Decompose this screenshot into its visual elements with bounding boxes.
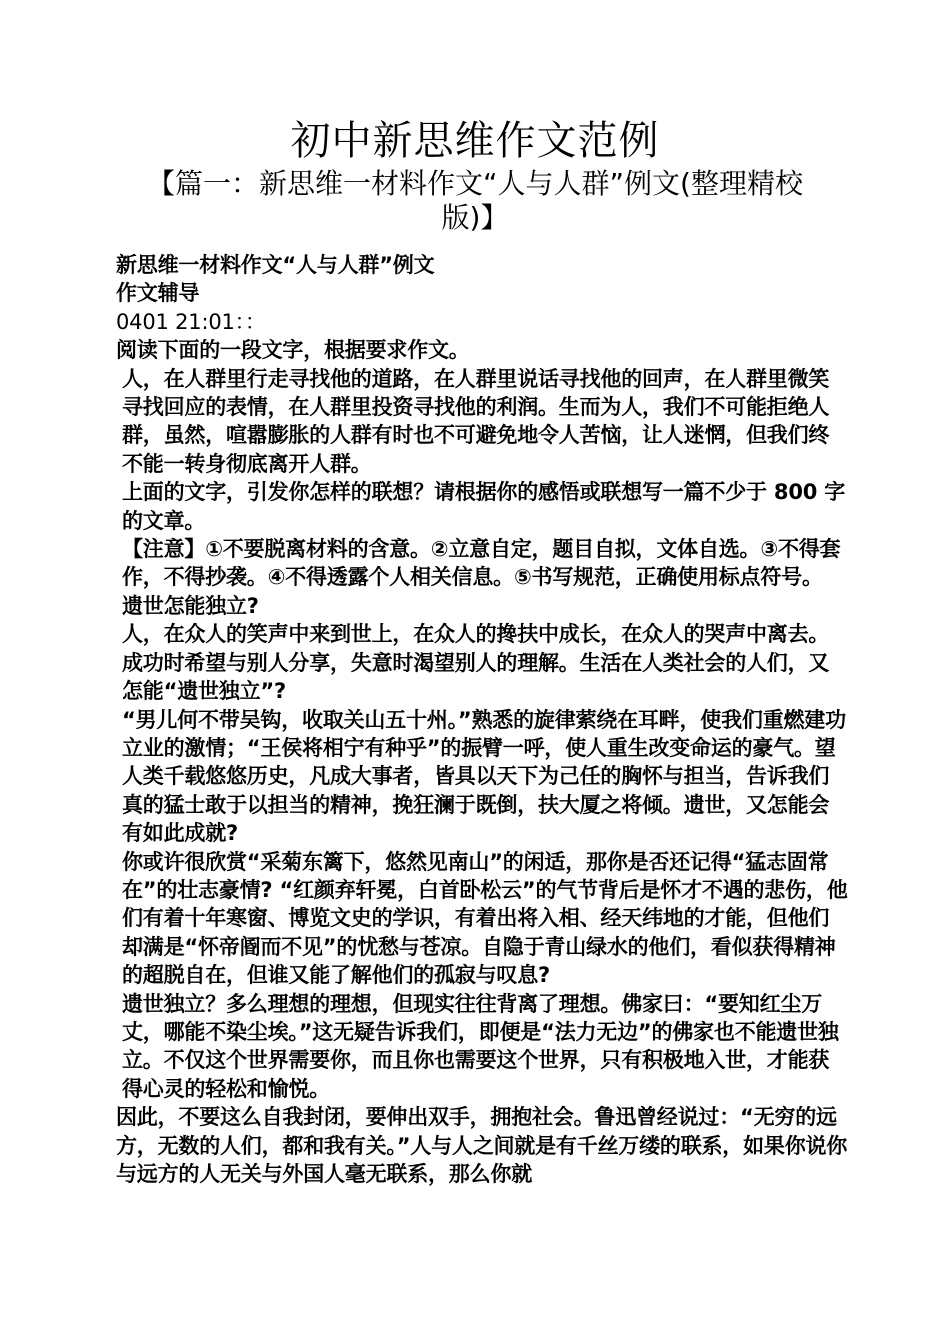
prompt-notes: 【注意】①不要脱离材料的含意。②立意自定，题目自拟，文体自选。③不得套作，不得抄袭。④不得透露个人相关信息。⑤书写规范，正确使用标点符号。 — [122, 537, 841, 590]
article-body — [116, 251, 848, 1188]
article-heading: 新思维一材料作文“人与人群”例文 — [116, 253, 435, 277]
prompt-instruction: 阅读下面的一段文字，根据要求作文。 — [116, 338, 470, 363]
essay-paragraph: 遗世独立？多么理想的理想，但现实往往背离了理想。佛家曰：“要知红尘万丈，哪能不染尘埃。”这无疑告诉我们，即便是“法力无边”的佛家也不能遗世独立。不仅这个世界需要你，而且你也需要这个世界，只有积极地入世，才能获得心灵的轻松和愉悦。 — [122, 991, 839, 1101]
category-label: 作文辅导 — [116, 281, 200, 306]
essay-title: 遗世怎能独立? — [122, 593, 259, 618]
page-title: 初中新思维作文范例 — [290, 118, 660, 164]
essay-paragraph: 人，在众人的笑声中来到世上，在众人的搀扶中成长，在众人的哭声中离去。成功时希望与别人分享，失意时渴望别人的理解。生活在人类社会的人们，又怎能“遗世独立”? — [122, 622, 830, 704]
section-heading: 【篇一：新思维一材料作文“人与人群”例文(整理精校版)】 — [147, 167, 803, 234]
prompt-requirement: 上面的文字，引发你怎样的联想？请根据你的感悟或联想写一篇不少于 800 字的文章。 — [122, 480, 846, 533]
essay-paragraph: 因此，不要这么自我封闭，要伸出双手，拥抱社会。鲁迅曾经说过：“无穷的远方，无数的人们，都和我有关。”人与人之间就是有千丝万缕的联系，如果你说你与远方的人无关与外国人毫无联系，那么你就 — [116, 1105, 848, 1186]
prompt-material: 人，在人群里行走寻找他的道路，在人群里说话寻找他的回声，在人群里微笑寻找回应的表情，在人群里投资寻找他的利润。生而为人，我们不可能拒绝人群，虽然，喧嚣膨胀的人群有时也不可避免地令人苦恼，让人迷惘，但我们终不能一转身彻底离开人群。 — [122, 366, 830, 476]
timestamp: 0401 21:01：： — [116, 309, 266, 334]
essay-paragraph: 你或许很欣赏“采菊东篱下，悠然见南山”的闲适，那你是否还记得“猛志固常在”的壮志豪情? “红颜弃轩冕，白首卧松云”的气节背后是怀才不遇的悲伤，他们有着十年寒窗、博览文史的学识，有着出将入相、经天纬地的才能，但他们却满是“怀帝阍而不见”的忧愁与苍凉。自隐于青山绿水的他们，看似获得精神的超脱自在，但谁又能了解他们的孤寂与叹息? — [122, 849, 848, 988]
essay-paragraph: “男儿何不带吴钩，收取关山五十州。”熟悉的旋律萦绕在耳畔，使我们重燃建功立业的激情；“王侯将相宁有种乎”的振臂一呼，使人重生改变命运的豪气。望人类千载悠悠历史，凡成大事者，皆具以天下为己任的胸怀与担当，告诉我们真的猛士敢于以担当的精神，挽狂澜于既倒，扶大厦之将倾。遗世，又怎能会有如此成就? — [122, 707, 846, 846]
